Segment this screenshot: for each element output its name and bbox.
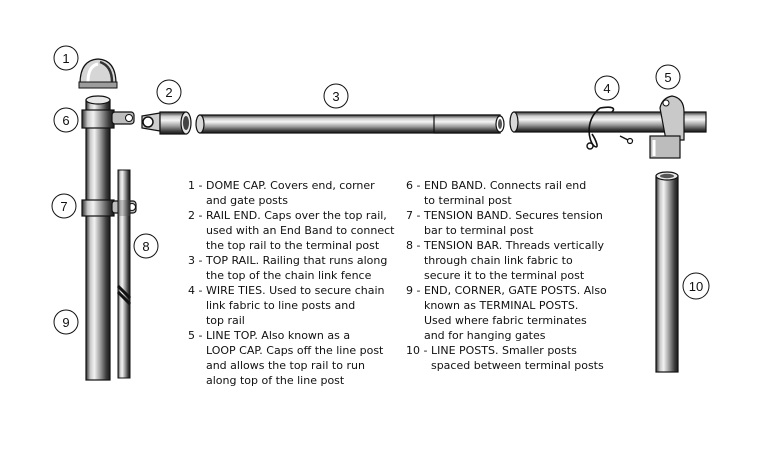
legend-item-number: 9 - xyxy=(406,284,424,297)
rail-end xyxy=(142,112,191,134)
legend-item-number: 2 - xyxy=(188,209,206,222)
legend-item-line: LINE TOP. Also known as a xyxy=(205,329,351,342)
legend-item-text xyxy=(206,253,387,283)
line-post xyxy=(656,172,678,372)
legend-item xyxy=(188,178,398,208)
callout-7 xyxy=(52,194,76,218)
legend-item-number: 1 - xyxy=(188,179,206,192)
legend-item-line: LINE POSTS. Smaller posts xyxy=(430,344,577,357)
legend-item-text xyxy=(424,238,604,283)
legend-item xyxy=(406,178,616,208)
dome-cap xyxy=(79,59,117,88)
legend-item-text xyxy=(206,283,385,328)
legend-item-line: and gate posts xyxy=(205,194,288,207)
callout-label: 2 xyxy=(165,85,173,100)
legend-item xyxy=(188,283,398,328)
legend-item-line: secure it to the terminal post xyxy=(423,269,585,282)
legend-item xyxy=(406,343,616,373)
legend-item-line: TENSION BAR. Threads vertically xyxy=(423,239,605,252)
legend-item-line: Used where fabric terminates xyxy=(423,314,587,327)
callout-3 xyxy=(324,84,348,108)
legend-item-line: TOP RAIL. Railing that runs along xyxy=(205,254,388,267)
parts-legend-right xyxy=(406,178,616,373)
legend-item xyxy=(188,253,398,283)
callout-label: 6 xyxy=(62,113,70,128)
legend-item-number: 7 - xyxy=(406,209,424,222)
legend-item-number: 6 - xyxy=(406,179,424,192)
legend-item-line: DOME CAP. Covers end, corner xyxy=(205,179,375,192)
legend-item-line: the top of the chain link fence xyxy=(205,269,372,282)
callout-label: 8 xyxy=(142,239,150,254)
legend-item-line: bar to terminal post xyxy=(423,224,534,237)
legend-item-line: WIRE TIES. Used to secure chain xyxy=(205,284,385,297)
callout-8 xyxy=(134,234,158,258)
legend-item-line: LOOP CAP. Caps off the line post xyxy=(205,344,384,357)
legend-item-line: along top of the line post xyxy=(205,374,345,387)
callout-label: 1 xyxy=(62,51,70,66)
legend-item-text xyxy=(424,283,607,343)
callout-6 xyxy=(54,108,78,132)
callout-label: 4 xyxy=(603,81,611,96)
legend-item-line: through chain link fabric to xyxy=(423,254,573,267)
legend-item xyxy=(406,208,616,238)
legend-item-number: 5 - xyxy=(188,329,206,342)
legend-item-text xyxy=(424,208,603,238)
callout-4 xyxy=(595,76,619,100)
parts-legend-left xyxy=(188,178,398,388)
legend-item xyxy=(406,238,616,283)
callout-label: 7 xyxy=(60,199,68,214)
legend-item-line: TENSION BAND. Secures tension xyxy=(423,209,603,222)
legend-item-text xyxy=(206,208,395,253)
callout-1 xyxy=(54,46,78,70)
legend-item-text xyxy=(206,328,383,388)
callout-9 xyxy=(54,310,78,334)
legend-item-number: 10 - xyxy=(406,344,431,357)
legend-item-line: the top rail to the terminal post xyxy=(205,239,380,252)
legend-item-line: END, CORNER, GATE POSTS. Also xyxy=(423,284,607,297)
end-band xyxy=(82,110,134,128)
legend-item-number: 3 - xyxy=(188,254,206,267)
legend-item-text xyxy=(206,178,375,208)
legend-item-line: link fabric to line posts and xyxy=(205,299,356,312)
callout-5 xyxy=(656,65,680,89)
legend-item-line: to terminal post xyxy=(423,194,512,207)
legend-item-line: and for hanging gates xyxy=(423,329,546,342)
legend-item-number: 8 - xyxy=(406,239,424,252)
callout-label: 10 xyxy=(688,279,704,294)
legend-item-line: RAIL END. Caps over the top rail, xyxy=(205,209,387,222)
top-rail xyxy=(196,115,504,133)
legend-item-line: known as TERMINAL POSTS. xyxy=(423,299,579,312)
legend-item-text xyxy=(424,178,586,208)
tension-bar xyxy=(118,170,130,378)
legend-item xyxy=(188,328,398,388)
legend-item xyxy=(406,283,616,343)
legend-item xyxy=(188,208,398,253)
callout-label: 5 xyxy=(664,70,672,85)
terminal-post xyxy=(86,96,110,380)
callout-label: 3 xyxy=(332,89,340,104)
callout-2 xyxy=(157,80,181,104)
legend-item-line: spaced between terminal posts xyxy=(430,359,604,372)
legend-item-line: top rail xyxy=(205,314,245,327)
legend-item-line: and allows the top rail to run xyxy=(205,359,365,372)
legend-item-number: 4 - xyxy=(188,284,206,297)
legend-item-text xyxy=(431,343,604,373)
legend-item-line: END BAND. Connects rail end xyxy=(423,179,587,192)
legend-item-line: used with an End Band to connect xyxy=(205,224,395,237)
callout-label: 9 xyxy=(62,315,70,330)
callout-10 xyxy=(683,273,709,299)
